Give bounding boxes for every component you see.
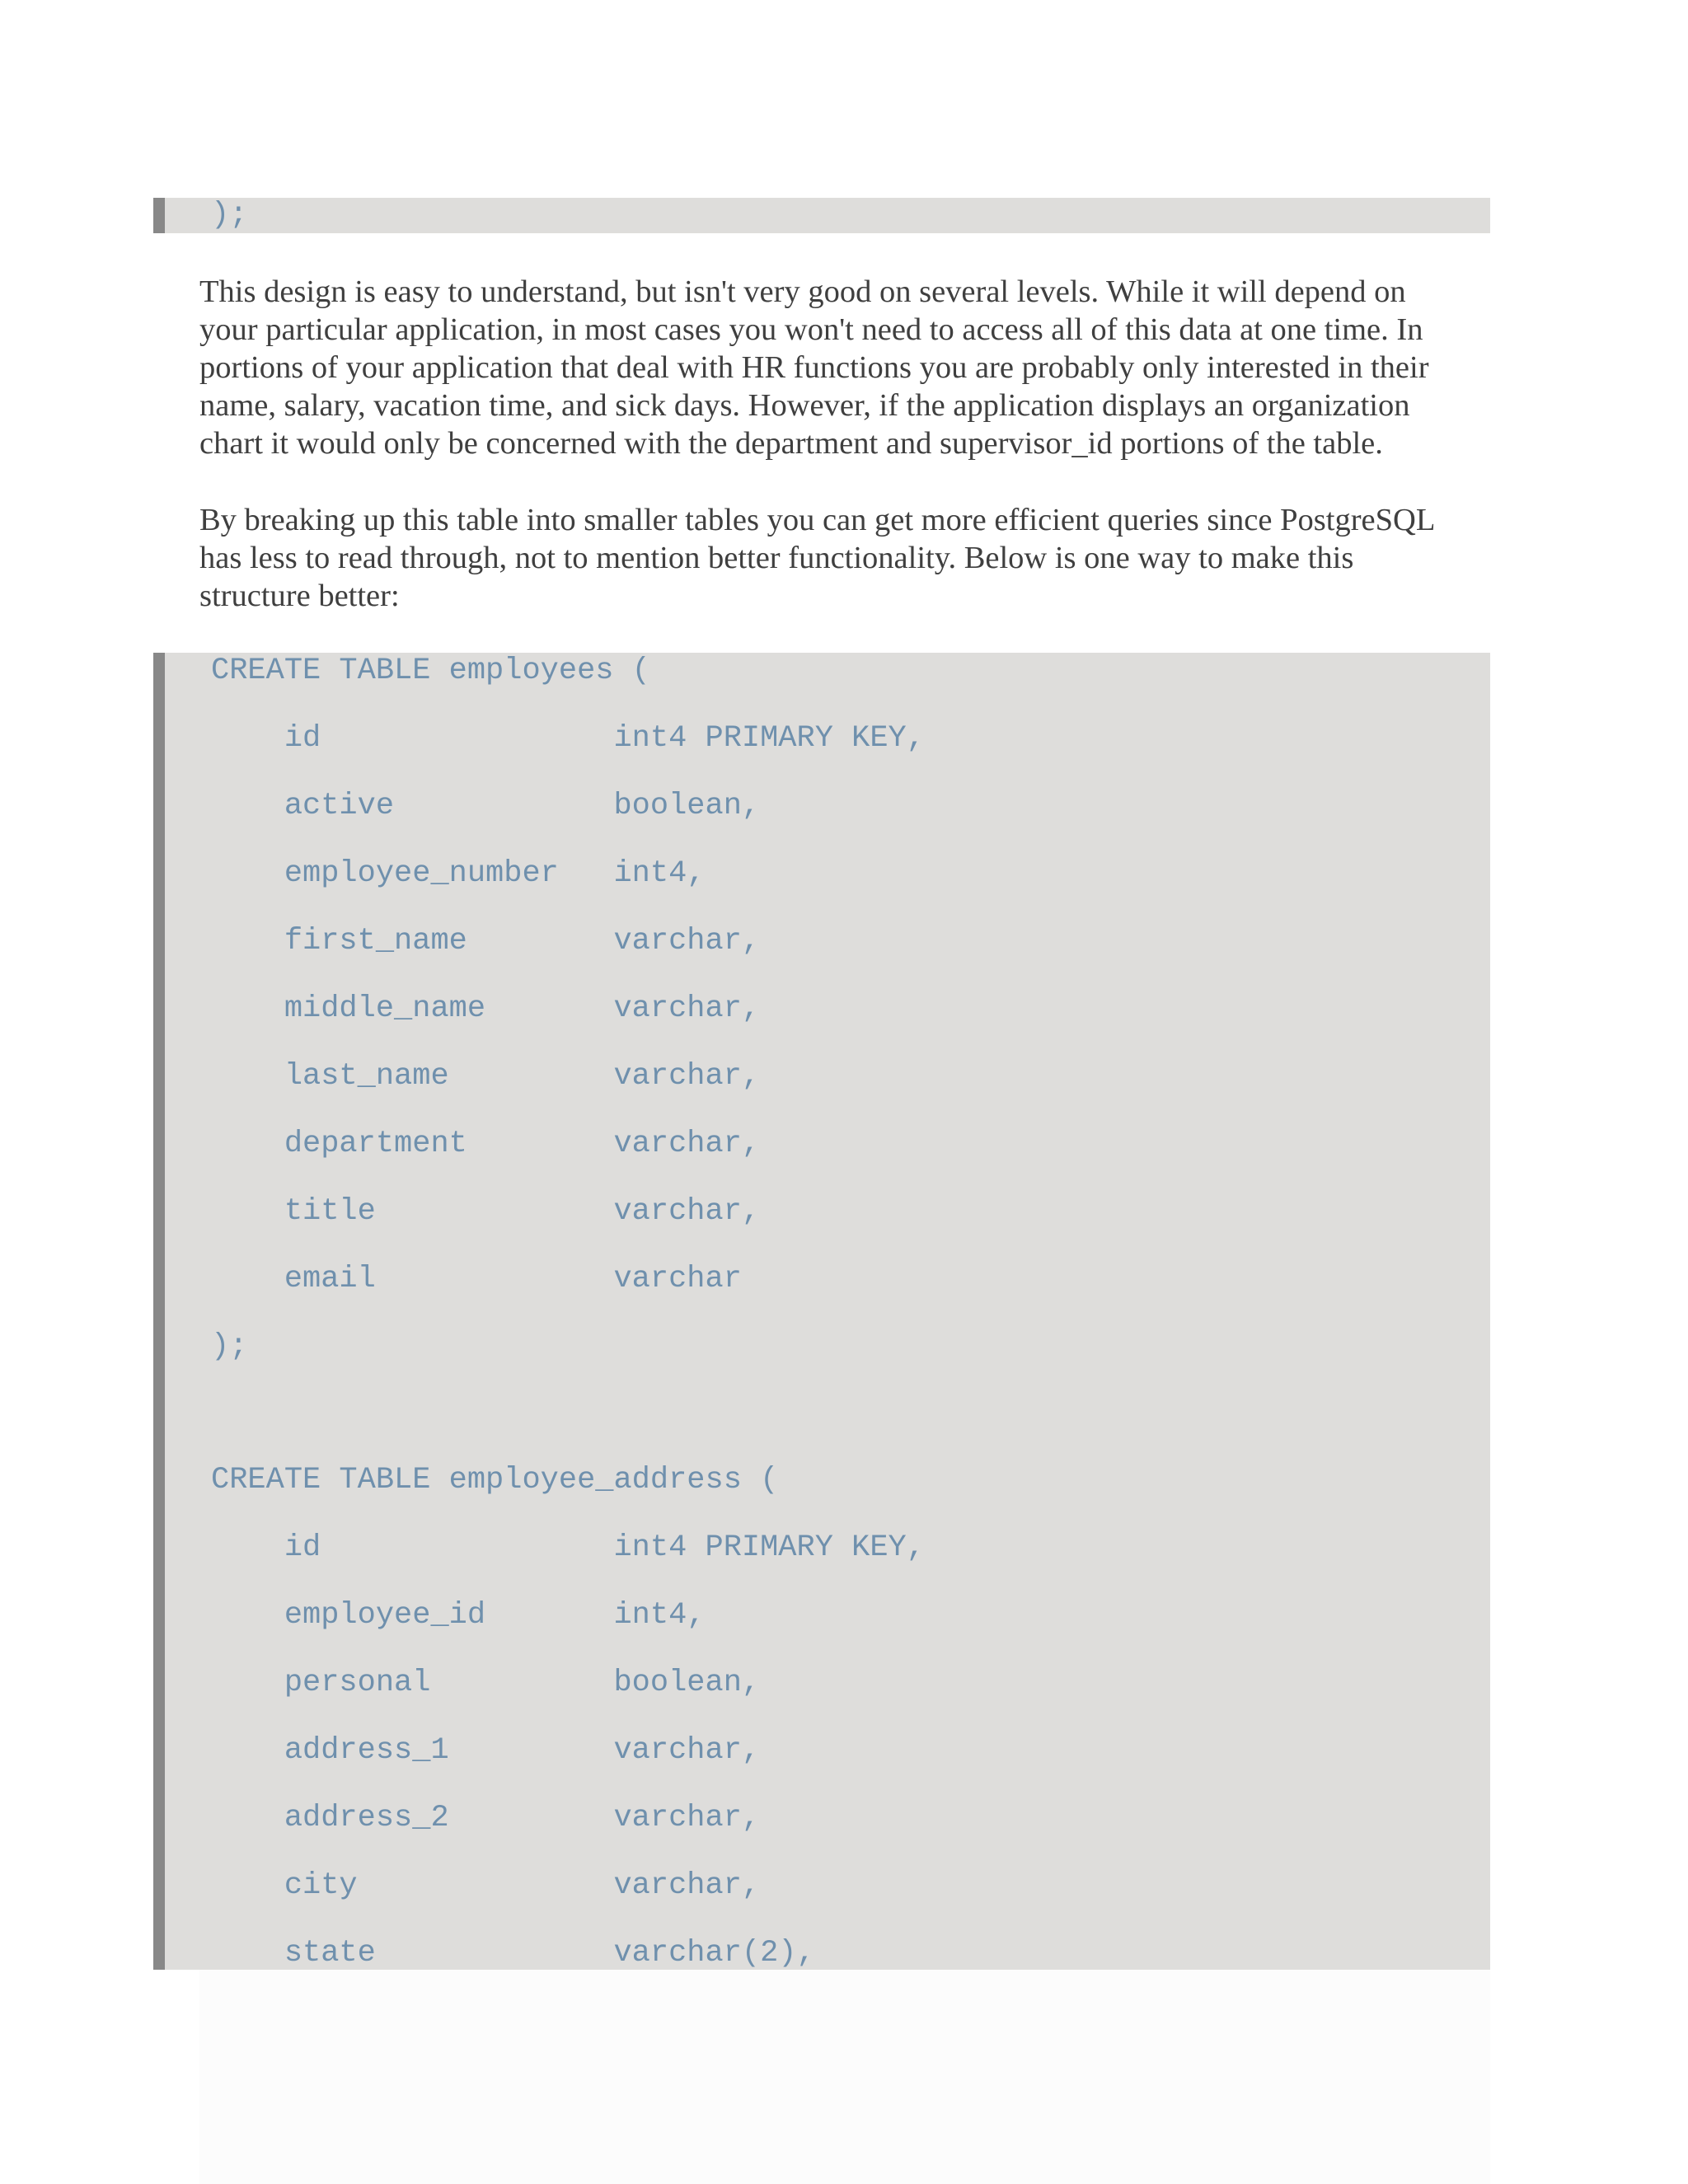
- paragraph-line: portions of your application that deal with HR functions you are probably only interested in their: [199, 350, 1429, 385]
- code-line: CREATE TABLE employees (: [211, 654, 650, 688]
- code-line: state varchar(2),: [211, 1936, 815, 1970]
- page-footer-area: [199, 1970, 1490, 2184]
- paragraph-line: your particular application, in most cases you won't need to access all of this data at one time. In: [199, 312, 1423, 347]
- code-line: title varchar,: [211, 1194, 761, 1229]
- code-line: city varchar,: [211, 1868, 761, 1903]
- code-line: address_1 varchar,: [211, 1733, 761, 1768]
- code-line: department varchar,: [211, 1127, 761, 1161]
- code-line: );: [211, 198, 248, 232]
- code-line: address_2 varchar,: [211, 1801, 761, 1835]
- code-block-create-tables: [153, 653, 1490, 1970]
- paragraph-line: By breaking up this table into smaller tables you can get more efficient queries since PostgreSQL: [199, 503, 1436, 537]
- code-line: );: [211, 1329, 248, 1364]
- code-line: active boolean,: [211, 789, 761, 823]
- code-block-top: [153, 198, 1490, 233]
- paragraph-line: structure better:: [199, 579, 400, 613]
- code-line: id int4 PRIMARY KEY,: [211, 721, 925, 756]
- paragraph-table-splitting: [199, 501, 1493, 615]
- paragraph-line: has less to read through, not to mention better functionality. Below is one way to make this: [199, 541, 1354, 575]
- code-line: CREATE TABLE employee_address (: [211, 1463, 779, 1497]
- paragraph-design-critique: [199, 273, 1493, 462]
- paragraph-line: name, salary, vacation time, and sick days. However, if the application displays an organization: [199, 388, 1410, 423]
- code-line: id int4 PRIMARY KEY,: [211, 1530, 925, 1565]
- code-line: employee_number int4,: [211, 856, 706, 891]
- code-line: middle_name varchar,: [211, 991, 761, 1026]
- code-line: last_name varchar,: [211, 1059, 761, 1094]
- code-line: email varchar: [211, 1262, 742, 1296]
- code-line: employee_id int4,: [211, 1598, 706, 1633]
- paragraph-line: chart it would only be concerned with the department and supervisor_id portions of the table.: [199, 426, 1383, 461]
- paragraph-line: This design is easy to understand, but isn't very good on several levels. While it will depend on: [199, 274, 1406, 309]
- code-line: first_name varchar,: [211, 924, 761, 958]
- code-line: personal boolean,: [211, 1666, 761, 1700]
